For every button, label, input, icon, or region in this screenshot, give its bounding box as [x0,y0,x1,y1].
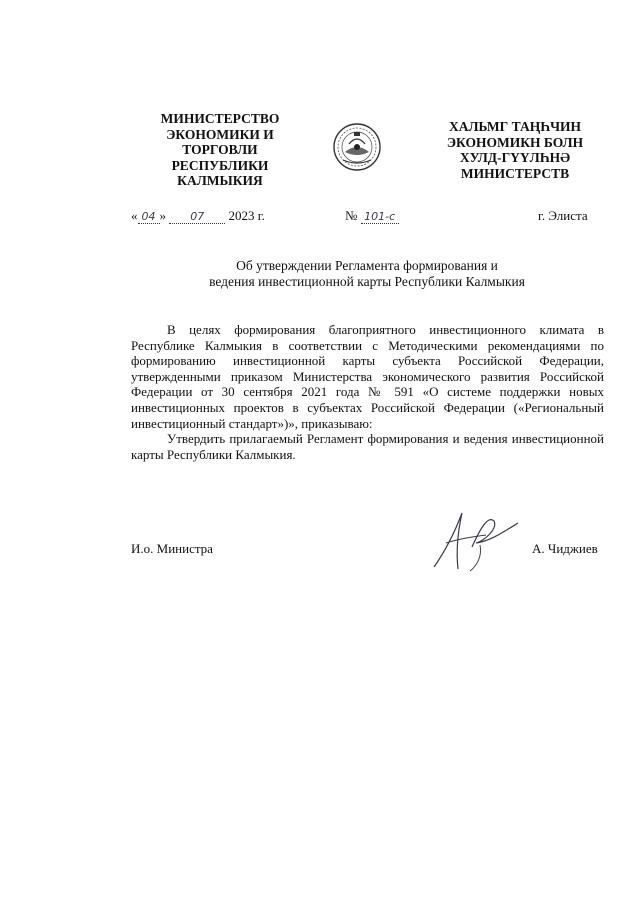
ministry-name-russian [150,111,290,189]
ministry-name-line: МИНИСТЕРСТВ [460,165,570,181]
document-body [131,322,604,462]
handwritten-signature-icon [428,507,524,575]
body-paragraph: Утвердить прилагаемый Регламент формирования и ведения инвестиционной карты Республики Калмыкия. [131,431,604,462]
title-line: Об утверждении Регламента формирования и [236,258,498,273]
date-close-quote: » [159,208,166,223]
signer-position: И.о. Министра [131,541,213,556]
kalmykia-coat-of-arms-icon [331,122,383,172]
order-date [131,208,265,224]
number-value: 101-с [361,210,399,224]
date-open-quote: « [131,208,138,223]
ministry-name-line: КАЛМЫКИЯ [177,173,263,188]
ministry-name-line: ТОРГОВЛИ [182,142,258,157]
date-year: 2023 г. [228,208,265,223]
ministry-name-line: ХАЛЬМГ ТАҢҺЧИН [448,119,582,134]
title-line: ведения инвестиционной карты Республики Калмыкия [209,274,525,289]
date-month: 07 [169,210,225,224]
number-prefix: № [345,208,358,223]
ministry-name-line: ЭКОНОМИКИ И [166,126,274,142]
ministry-name-line: МИНИСТЕРСТВО [160,111,280,126]
ministry-name-line: ХУЛД-ГҮҮЛҺНӘ [459,150,571,165]
ministry-name-kalmyk [420,119,610,181]
ministry-name-line: ЭКОНОМИКН БОЛН [446,134,584,150]
signer-name: А. Чиджиев [532,541,598,556]
date-day: 04 [138,210,160,224]
ministry-name-line: РЕСПУБЛИКИ [171,157,269,173]
body-paragraph: В целях формирования благоприятного инвестиционного климата в Республике Калмыкия в соответствии с Методическими рекомендациями по формированию инвестиционной карты субъекта Российской Федерации, утвержденными приказом Министерства экономического развития Российской Федерации от 30 сентября 2021 года № 591 «О системе поддержки новых инвестиционных проектов в субъектах Российской Федерации («Региональный инвестиционный стандарт»)», приказываю: [131,322,604,431]
order-number [345,208,399,224]
city: г. Элиста [538,208,588,223]
document-title [130,258,604,290]
